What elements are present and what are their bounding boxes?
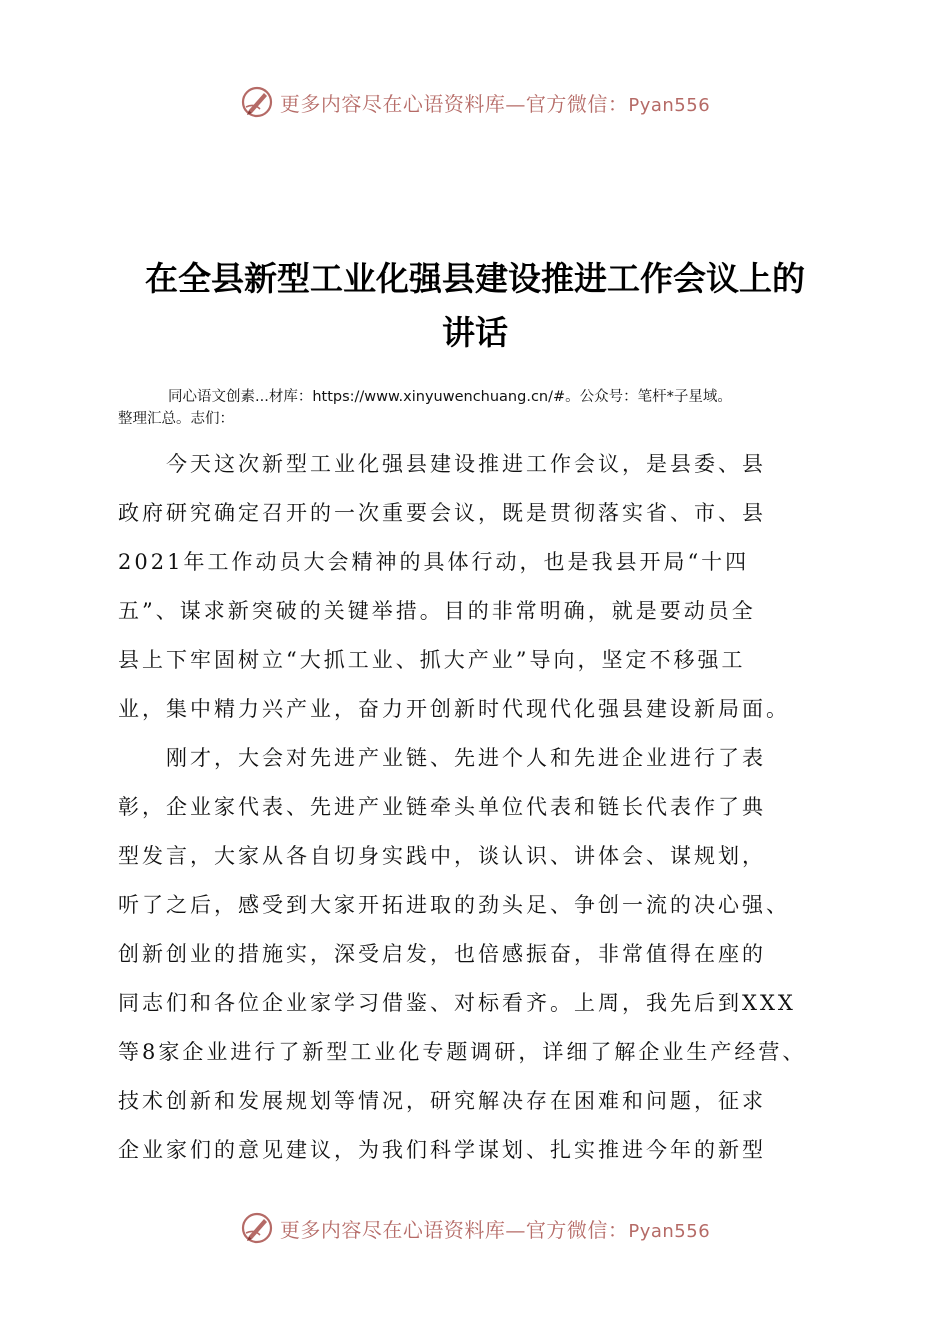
banner-label: 更多内容尽在心语资料库—官方微信： (279, 1217, 629, 1242)
banner-wechat-id: Pyan556 (628, 94, 711, 116)
paragraph-line: 刚才，大会对先进产业链、先进个人和先进企业进行了表 (166, 746, 766, 770)
paragraph-line: 政府研究确定召开的一次重要会议，既是贯彻落实省、市、县 (118, 501, 766, 525)
paragraph-line: 型发言，大家从各自切身实践中，谈认识、讲体会、谋规划， (118, 844, 766, 868)
footer-banner (0, 1208, 950, 1248)
paragraph-2 (118, 734, 838, 1175)
title-line-1: 在全县新型工业化强县建设推进工作会议上的 (145, 259, 805, 298)
paragraph-line: 今天这次新型工业化强县建设推进工作会议，是县委、县 (166, 452, 766, 476)
banner-text (280, 1214, 710, 1243)
document-title (0, 252, 950, 360)
paragraph-line: 创新创业的措施实，深受启发，也倍感振奋，非常值得在座的 (118, 942, 766, 966)
source-note (118, 386, 838, 430)
source-line-2: 整理汇总。志们： (118, 411, 234, 427)
paragraph-line: 业，集中精力兴产业，奋力开创新时代现代化强县建设新局面。 (118, 697, 790, 721)
paragraph-1 (118, 440, 838, 734)
paragraph-line: 2021年工作动员大会精神的具体行动，也是我县开局“十四 (118, 550, 750, 574)
header-banner (0, 82, 950, 122)
document-body (118, 440, 838, 1175)
banner-label: 更多内容尽在心语资料库—官方微信： (279, 91, 629, 116)
paragraph-line: 五”、谋求新突破的关键举措。目的非常明确，就是要动员全 (118, 599, 756, 623)
paragraph-line: 企业家们的意见建议，为我们科学谋划、扎实推进今年的新型 (118, 1138, 766, 1162)
paragraph-line: 县上下牢固树立“大抓工业、抓大产业”导向，坚定不移强工 (118, 648, 746, 672)
paragraph-line: 技术创新和发展规划等情况，研究解决存在困难和问题，征求 (118, 1089, 766, 1113)
paragraph-line: 等8家企业进行了新型工业化专题调研，详细了解企业生产经营、 (118, 1040, 807, 1064)
banner-wechat-id: Pyan556 (628, 1220, 711, 1242)
banner-text (280, 88, 710, 117)
pen-logo-icon (240, 85, 274, 119)
paragraph-line: 听了之后，感受到大家开拓进取的劲头足、争创一流的决心强、 (118, 893, 790, 917)
title-line-2: 讲话 (442, 313, 508, 352)
paragraph-line: 同志们和各位企业家学习借鉴、对标看齐。上周，我先后到XXX (118, 991, 796, 1015)
source-line-1: 同心语文创素...材库：https://www.xinyuwenchuang.cn/#。公众号：笔杆*子星域。 (168, 389, 732, 405)
pen-logo-icon (240, 1211, 274, 1245)
paragraph-line: 彰，企业家代表、先进产业链牵头单位代表和链长代表作了典 (118, 795, 766, 819)
